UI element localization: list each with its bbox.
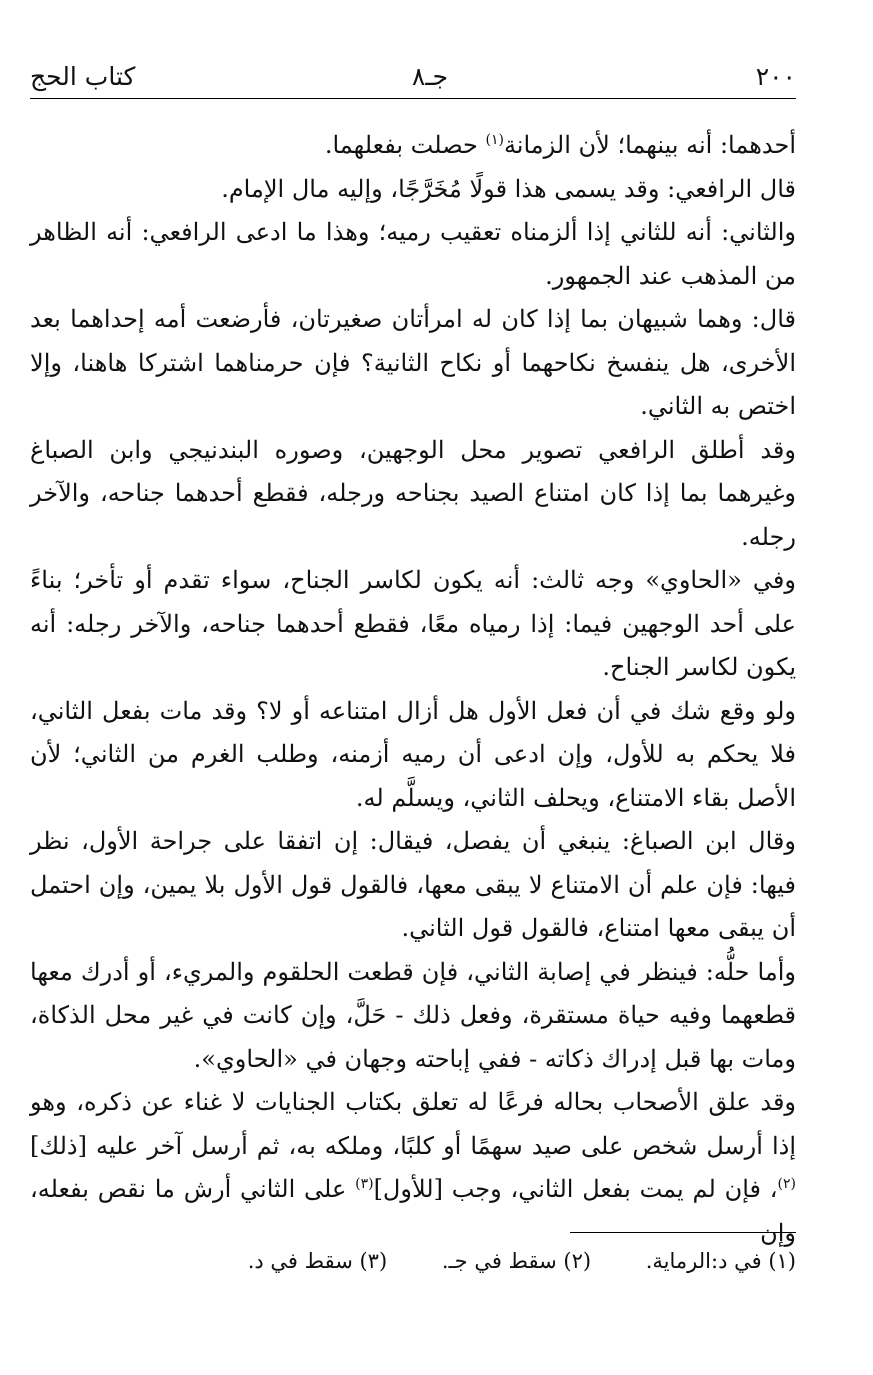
text-segment: قال: وهما شبيهان بما إذا كان له امرأتان صغيرتان، فأرضعت أمه إحداهما بعد الأخرى، هل ينفسخ نكاحهما أو نكاح الثانية؟ فإن حرمناهما اشتركا هاهنا، وإلا اختص به الثاني. (30, 305, 796, 420)
paragraph (30, 1081, 796, 1255)
paragraph (30, 298, 796, 429)
header-divider (30, 98, 796, 99)
footnote-marker: (٣) (355, 1176, 374, 1192)
paragraph (30, 211, 796, 298)
footnote-divider (570, 1232, 796, 1233)
text-segment: ، فإن لم يمت بفعل الثاني، وجب [للأول] (373, 1175, 778, 1203)
text-segment: وقد علق الأصحاب بحاله فرعًا له تعلق بكتاب الجنايات لا غناء عن ذكره، وهو إذا أرسل شخص على صيد سهمًا أو كلبًا، وملكه به، ثم أرسل آخر عليه [ذلك] (30, 1088, 797, 1160)
page-header (30, 60, 796, 94)
footnote: (٣) سقط في د. (247, 1249, 388, 1273)
paragraph (30, 820, 796, 951)
text-segment: قال الرافعي: وقد يسمى هذا قولًا مُخَرَّجًا، وإليه مال الإمام. (221, 174, 796, 203)
text-segment: وقال ابن الصباغ: ينبغي أن يفصل، فيقال: إن اتفقا على جراحة الأول، نظر فيها: فإن علم أن الامتناع لا يبقى معها، فالقول قول الأول بلا يمين، وإن احتمل أن يبقى معها امتناع، فالقول قول الثاني. (30, 827, 796, 942)
text-segment: وأما حلُّه: فينظر في إصابة الثاني، فإن قطعت الحلقوم والمريء، أو أدرك معها قطعهما وفيه حياة مستقرة، وفعل ذلك - حَلَّ، وإن كانت في غير محل الذكاة، ومات بها قبل إدراك ذكاته - ففي إباحته وجهان في «الحاوي». (30, 957, 796, 1073)
footnote-marker: (١) (485, 132, 504, 148)
text-segment: وقد أطلق الرافعي تصوير محل الوجهين، وصوره البندنيجي وابن الصباغ وغيرهما بما إذا كان امتناع الصيد بجناحه ورجله، فقطع أحدهما جناحه، والآخر رجله. (30, 435, 796, 551)
text-segment: على الثاني أرش ما نقص بفعله، وإن (30, 1175, 796, 1247)
text-segment: أحدهما: أنه بينهما؛ لأن الزمانة (503, 131, 796, 159)
footnotes (30, 1244, 796, 1278)
text-segment: والثاني: أنه للثاني إذا ألزمناه تعقيب رميه؛ وهذا ما ادعى الرافعي: أنه الظاهر من المذهب عند الجمهور. (30, 218, 796, 290)
paragraph (30, 690, 796, 821)
paragraph (30, 124, 796, 168)
text-segment: حصلت بفعلهما. (324, 131, 486, 159)
paragraph (30, 429, 796, 560)
text-segment: ولو وقع شك في أن فعل الأول هل أزال امتناعه أو لا؟ وقد مات بفعل الثاني، فلا يحكم به للأول، وإن ادعى أن رميه أزمنه، وطلب الغرم من الثاني؛ لأن الأصل بقاء الامتناع، ويحلف الثاني، ويسلَّم له. (30, 696, 796, 812)
body-text (30, 124, 796, 1255)
footnote: (٢) سقط في جـ. (441, 1249, 592, 1273)
footnote-marker: (٢) (777, 1176, 796, 1192)
page-number: ٢٠٠ (755, 62, 796, 91)
book-title: كتاب الحج (30, 62, 136, 91)
volume-label: جـ٨ (411, 62, 449, 91)
footnote: (١) في د:الرماية. (645, 1249, 796, 1273)
paragraph (30, 951, 796, 1082)
paragraph (30, 168, 796, 212)
text-segment: وفي «الحاوي» وجه ثالث: أنه يكون لكاسر الجناح، سواء تقدم أو تأخر؛ بناءً على أحد الوجهين فيما: إذا رمياه معًا، فقطع أحدهما جناحه، والآخر رجله: أنه يكون لكاسر الجناح. (30, 566, 796, 681)
paragraph (30, 559, 796, 690)
